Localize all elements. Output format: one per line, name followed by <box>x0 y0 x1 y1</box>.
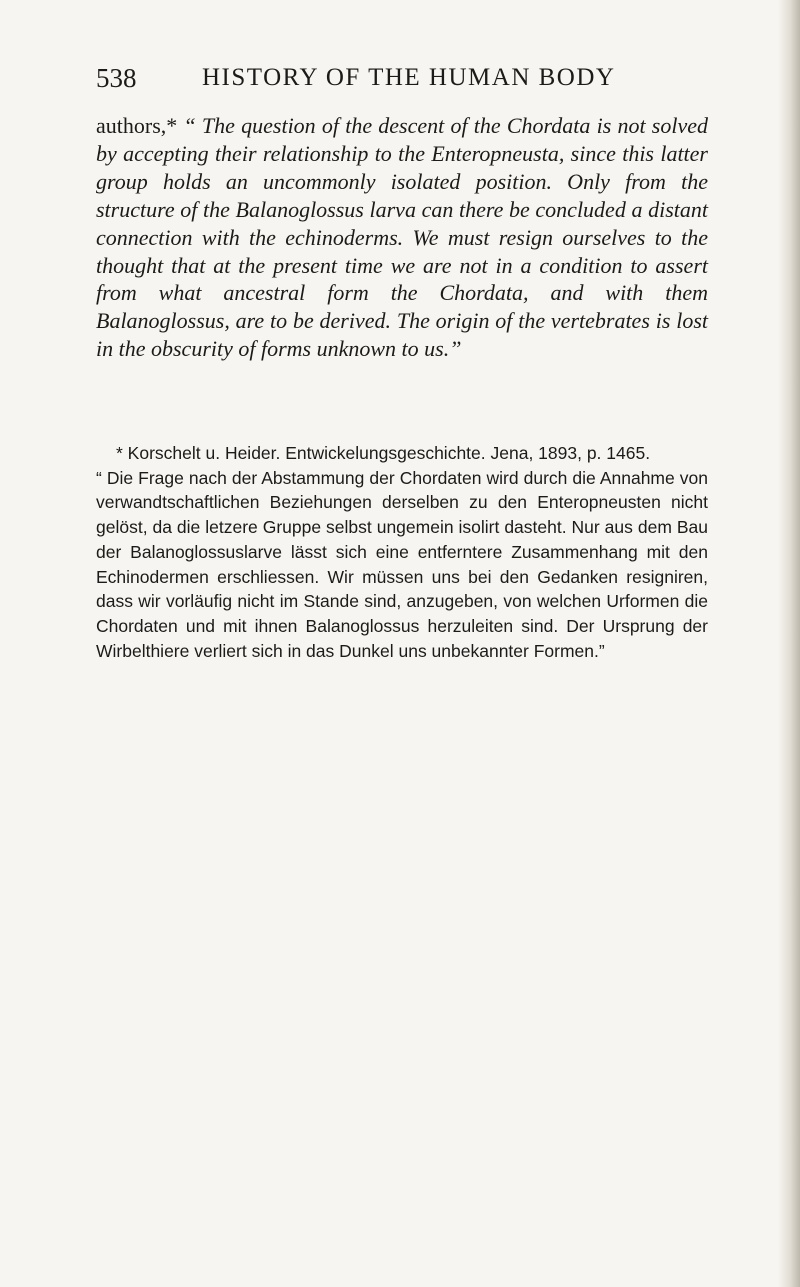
footnote-citation: * Korschelt u. Heider. Entwickelungsgeschichte. Jena, 1893, p. 1465. <box>116 443 651 463</box>
footnote <box>96 441 708 663</box>
italic-quotation: “ The question of the descent of the Chordata is not solved by accepting their relationship to the Enteropneusta, since this latter group holds an uncommonly isolated position. Only from the structure of the Balanoglossus larva can there be concluded a distant connection with the echinoderms. We must resign ourselves to the thought that at the present time we are not in a condition to assert from what ancestral form the Chordata, and with them Balanoglossus, are to be derived. The origin of the vertebrates is lost in the obscurity of forms unknown to us.” <box>96 113 709 362</box>
main-paragraph <box>96 112 708 363</box>
paragraph-lead: authors,* <box>96 113 184 138</box>
footnote-german-text: “ Die Frage nach der Abstammung der Chordaten wird durch die Annahme von verwandtschaftlichen Beziehungen derselben zu den Enteropneusten nicht gelöst, da die letzere Gruppe selbst ungemein isolirt dasteht. Nur aus dem Bau der Balanoglossuslarve lässt sich eine entferntere Zusammenhang mit den Echinodermen erschliessen. Wir müssen uns bei den Gedanken resigniren, dass wir vorläufig nicht im Stande sind, anzugeben, von welchen Urformen die Chordaten und mit ihnen Balanoglossus herzuleiten sind. Der Ursprung der Wirbelthiere verliert sich in das Dunkel uns unbekannter Formen.” <box>96 467 708 661</box>
page-edge-shadow <box>778 0 800 1287</box>
running-head: HISTORY OF THE HUMAN BODY <box>202 64 616 91</box>
page-header <box>96 62 656 100</box>
page-number: 538 <box>96 63 137 93</box>
